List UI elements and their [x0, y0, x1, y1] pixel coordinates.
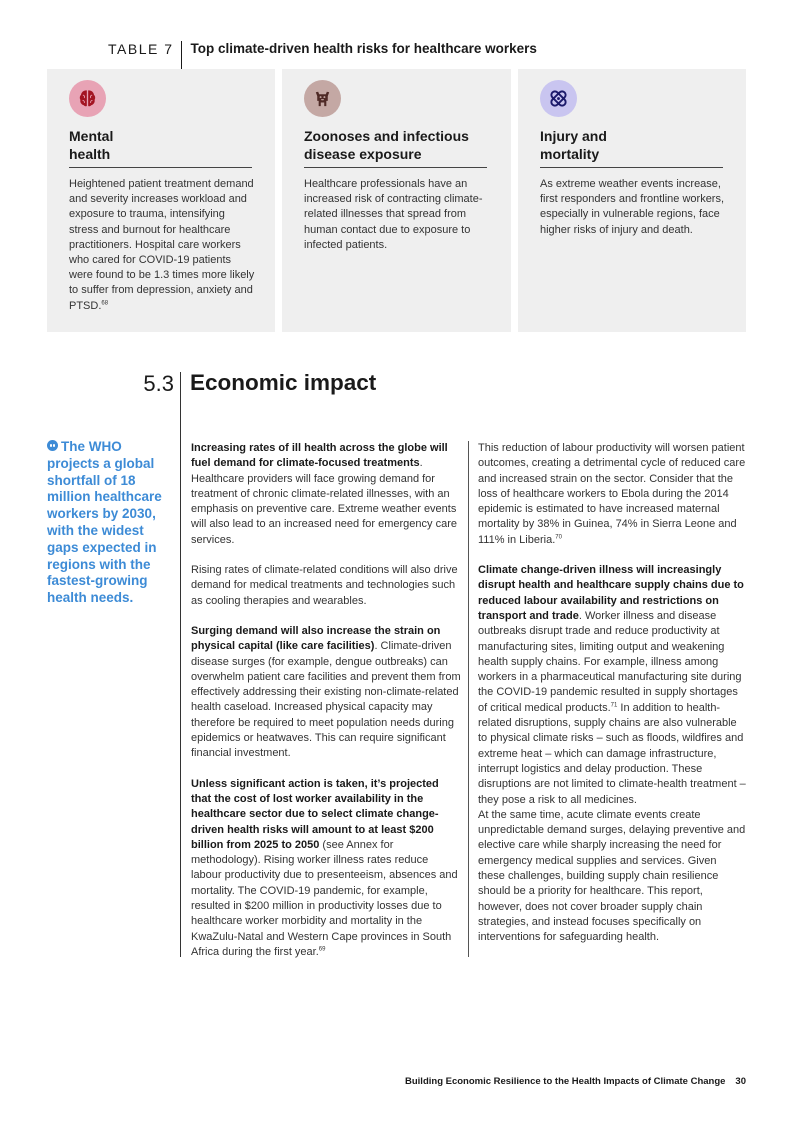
card-body: Healthcare professionals have an increased risk of contracting climate-related illnesses that spread from human contact due to exposure to infected patients.	[304, 178, 483, 251]
section-number: 5.3	[143, 371, 174, 396]
card-title-line1: Zoonoses and infectious	[304, 128, 469, 144]
card-title-line2: health	[69, 146, 111, 162]
paragraph-text: . Climate-driven disease surges (for example, dengue outbreaks) can overwhelm patient care facilities and prevent them from effectively addressing their existing non-climate-related health caseload. Increased physical capacity may therefore be required to meet population needs during epidemics or heatwaves. This can require significant financial investment.	[191, 640, 461, 760]
card-body-text: Heightened patient treatment demand and severity increases workload and exposure to trauma, intensifying stress and burnout for healthcare practitioners. Hospital care workers who cared for COVID-19 patients were found to be 1.3 times more likely to suffer from depression, anxiety and PTSD.	[69, 178, 255, 312]
paragraph	[478, 563, 746, 808]
paragraph-lead: Increasing rates of ill health across the globe will fuel demand for climate-focused treatments	[191, 442, 448, 470]
card-injury-mortality	[518, 69, 746, 332]
paragraph-lead: Unless significant action is taken, it’s projected that the cost of lost worker availability in the healthcare sector due to select climate change-driven health risks will amount to at least $200 billion from 2025 to 2050	[191, 777, 439, 851]
paragraph-text: . Healthcare providers will face growing demand for treatment of chronic climate-related illnesses, with an emphasis on preventive care. Extreme weather events will also lead to an increased need for emergency care services.	[191, 457, 457, 546]
animal-icon	[304, 80, 341, 117]
paragraph-text: This reduction of labour productivity will worsen patient outcomes, creating a detrimental cycle of reduced care and increased strain on the sector. Consider that the loss of healthcare workers to Ebola during the 2014 epidemic is estimated to have increased maternal mortality by 38% in Guinea, 74% in Sierra Leone and 111% in Liberia.	[478, 442, 746, 546]
card-title-line2: mortality	[540, 146, 600, 162]
risk-cards	[47, 69, 746, 332]
footer-title: Building Economic Resilience to the Health Impacts of Climate Change	[405, 1076, 726, 1087]
section-title: Economic impact	[190, 370, 377, 395]
card-body: As extreme weather events increase, first responders and frontline workers, especially in vulnerable regions, face higher risks of injury and death.	[540, 178, 725, 236]
page-number: 30	[735, 1076, 746, 1087]
section-divider	[180, 372, 181, 957]
footnote-ref: 71	[610, 702, 618, 709]
body-column-2	[478, 441, 746, 946]
bandage-icon	[540, 80, 577, 117]
card-title	[540, 127, 723, 168]
pull-quote-text: The WHO projects a global shortfall of 18 million healthcare workers by 2030, with the widest gaps expected in regions with the fastest-growing health needs.	[47, 439, 162, 606]
card-title	[69, 127, 252, 168]
paragraph: At the same time, acute climate events create unpredictable demand surges, delaying preventive and elective care while sharply increasing the need for emergency medical supplies and services. Given these challenges, building supply chain resilience should be a priority for healthcare. This report, however, does not cover broader supply chain strategies, and instead focuses specifically on interventions for safeguarding health.	[478, 808, 746, 944]
table-title: Top climate-driven health risks for healthcare workers	[190, 41, 537, 56]
card-title	[304, 127, 487, 168]
card-title-line1: Injury and	[540, 128, 607, 144]
card-mental-health	[47, 69, 275, 332]
card-title-line2: disease exposure	[304, 146, 422, 162]
paragraph	[191, 441, 461, 548]
card-body	[69, 177, 255, 314]
paragraph: Rising rates of climate-related conditions will also drive demand for medical treatments and technologies such as cooling therapies and wearables.	[191, 564, 458, 607]
paragraph	[478, 441, 746, 548]
paragraph-lead: Surging demand will also increase the strain on physical capital (like care facilities)	[191, 624, 441, 653]
pull-quote	[47, 439, 164, 607]
page-footer	[405, 1076, 746, 1087]
body-column-1	[191, 441, 461, 960]
card-title-line1: Mental	[69, 128, 114, 144]
table-label: TABLE 7	[108, 41, 174, 57]
column-divider	[468, 441, 469, 957]
card-zoonoses	[282, 69, 511, 332]
table-divider	[181, 41, 182, 69]
footnote-ref: 69	[318, 946, 326, 953]
paragraph-text: In addition to health-related disruptions, supply chains are also vulnerable to physical climate risks – such as floods, wildfires and extreme heat – which can damage infrastructure, interrupt logistics and delay production. These disruptions are not limited to climate-health treatment – they pose a risk to all medicines.	[478, 701, 746, 806]
quote-icon	[47, 440, 58, 451]
footnote-ref: 70	[555, 534, 562, 541]
paragraph	[191, 624, 461, 762]
paragraph-text: . Worker illness and disease outbreaks disrupt trade and reduce productivity at manufacturing sites, limiting output and weakening health supply chains. For example, illness among workers in a pharmaceutical manufacturing site during the COVID-19 pandemic resulted in supply shortages of critical medical products.	[478, 609, 742, 714]
footnote-ref: 68	[101, 299, 109, 306]
paragraph-text: (see Annex for methodology). Rising worker illness rates reduce labour productivity due to presenteeism, absences and mortality. The COVID-19 pandemic, for example, resulted in $200 million in productivity losses due to healthcare worker morbidity and mortality in the KwaZulu-Natal and Western Cape provinces in South Africa during the first year.	[191, 838, 458, 958]
brain-icon	[69, 80, 106, 117]
paragraph	[191, 777, 461, 961]
paragraph-lead: Climate change-driven illness will increasingly disrupt health and healthcare supply chains due to reduced labour availability and restrictions on transport and trade	[478, 564, 744, 622]
table-header	[108, 41, 537, 69]
